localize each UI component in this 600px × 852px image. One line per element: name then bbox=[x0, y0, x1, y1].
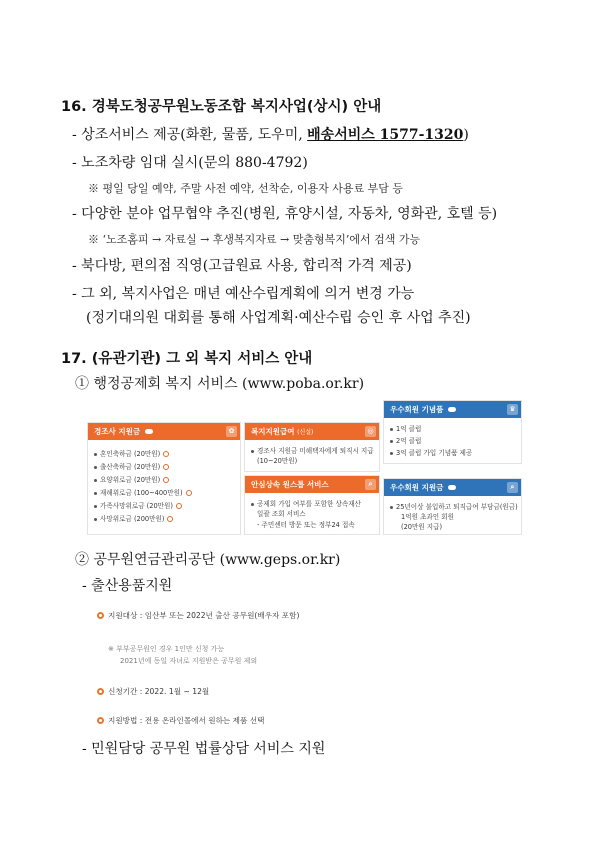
congrats-item bbox=[94, 487, 192, 497]
honor-member-card bbox=[383, 478, 522, 535]
welfare-item-label: 경조사 지원금 미해택자에게 퇴직시 지급 bbox=[257, 447, 374, 455]
sec16-item-vehicle: - 노조차량 임대 실시(문의 880-4792) bbox=[72, 155, 308, 171]
pointer-hand-icon bbox=[167, 516, 173, 522]
poba-services-panel bbox=[85, 398, 522, 533]
pointer-hand-icon bbox=[448, 407, 456, 412]
welfare-card-title: 복지지원급여 bbox=[251, 427, 295, 436]
pointer-hand-icon bbox=[145, 429, 153, 434]
bullet-icon bbox=[251, 503, 254, 506]
trophy-icon: ♛ bbox=[507, 404, 518, 415]
gift-item-label: 1억 클럽 bbox=[396, 425, 422, 433]
pointer-hand-icon bbox=[163, 464, 169, 470]
gift-item-label: 2억 클럽 bbox=[396, 437, 422, 445]
honor-card-header bbox=[384, 479, 521, 496]
congrats-item-label: 사망위로금 (200만원) bbox=[100, 515, 165, 523]
gift-item bbox=[390, 447, 472, 457]
gift-card-header bbox=[384, 401, 521, 418]
congrats-item-label: 재해위로금 (100~400만원) bbox=[100, 489, 183, 497]
inheritance-item: 일괄 조회 서비스 bbox=[257, 510, 306, 518]
sec16-note-vehicle: ※ 평일 당일 예약, 주말 사전 예약, 선착순, 이용자 사용료 부담 등 bbox=[88, 182, 403, 195]
sec16-item-cafe: - 북다방, 편의점 직영(고급원료 사용, 합리적 가격 제공) bbox=[72, 258, 412, 274]
bullet-icon bbox=[94, 492, 97, 495]
delivery-service-phone: 배송서비스 1577-1320 bbox=[307, 127, 464, 143]
bullet-icon bbox=[94, 518, 97, 521]
bullet-icon bbox=[251, 450, 254, 453]
search-icon: ⌕ bbox=[365, 479, 376, 490]
congrats-item bbox=[94, 448, 169, 458]
gift-card bbox=[383, 400, 522, 464]
pointer-hand-icon bbox=[176, 503, 182, 509]
welfare-item: (10~20만원) bbox=[257, 457, 298, 465]
inheritance-item-label: 공제회 가입 여부를 포함한 상속재산 bbox=[257, 500, 361, 508]
bullet-icon bbox=[94, 505, 97, 508]
inheritance-item: - 주민센터 방문 또는 정부24 접속 bbox=[257, 521, 355, 529]
bullet-icon bbox=[390, 452, 393, 455]
geps-childbirth-panel bbox=[90, 597, 520, 727]
coin-icon: ◎ bbox=[365, 426, 376, 437]
search-icon: ⌕ bbox=[507, 482, 518, 493]
geps-period bbox=[97, 686, 209, 697]
circle-bullet-icon bbox=[97, 717, 104, 724]
pointer-hand-icon bbox=[448, 485, 456, 490]
congrats-item bbox=[94, 500, 182, 510]
congrats-item bbox=[94, 461, 169, 471]
pointer-hand-icon bbox=[186, 490, 192, 496]
congrats-item-label: 요양위로금 (20만원) bbox=[100, 476, 161, 484]
gift-card-title: 우수회원 기념품 bbox=[390, 405, 444, 414]
pointer-hand-icon bbox=[163, 477, 169, 483]
congrats-item bbox=[94, 513, 173, 523]
congrats-card bbox=[87, 422, 241, 535]
inheritance-card bbox=[244, 475, 380, 535]
circle-bullet-icon bbox=[97, 688, 104, 695]
sec16-item-funeral-tail: ) bbox=[463, 127, 469, 143]
geps-target bbox=[97, 610, 299, 621]
congrats-item-label: 출산축하금 (20만원) bbox=[100, 463, 161, 471]
geps-target-label: 지원대상 : 임산부 또는 2022년 출산 공무원(배우자 포함) bbox=[108, 611, 300, 620]
honor-item bbox=[390, 501, 518, 511]
circle-bullet-icon bbox=[97, 612, 104, 619]
congrats-card-header bbox=[88, 423, 240, 440]
childbirth-supplies-item: - 출산용품지원 bbox=[82, 578, 173, 594]
congrats-item bbox=[94, 474, 169, 484]
honor-item: 1억원 초과인 회원 bbox=[401, 513, 454, 521]
sec16-item-funeral bbox=[72, 124, 469, 144]
welfare-card-header bbox=[245, 423, 379, 440]
gift-item bbox=[390, 423, 421, 433]
inheritance-item bbox=[251, 498, 361, 508]
welfare-card-note: (신설) bbox=[297, 429, 314, 436]
legal-consult-item: - 민원담당 공무원 법률상담 서비스 지원 bbox=[82, 741, 326, 757]
congrats-card-title: 경조사 지원금 bbox=[94, 427, 141, 436]
geps-method-label: 지원방법 : 전용 온라인몰에서 원하는 제품 선택 bbox=[108, 716, 265, 725]
bullet-icon bbox=[390, 440, 393, 443]
sec16-item-other: - 그 외, 복지사업은 매년 예산수립계획에 의거 변경 가능 bbox=[72, 286, 415, 302]
geps-note-2: 2021년에 동일 자녀로 지원받은 공무원 제외 bbox=[120, 657, 258, 665]
section-16-heading: 16. 경북도청공무원노동조합 복지사업(상시) 안내 bbox=[61, 99, 382, 115]
poba-subheading: ① 행정공제회 복지 서비스 (www.poba.or.kr) bbox=[75, 376, 365, 392]
welfare-benefit-card bbox=[244, 422, 380, 472]
honor-item: (20만원 지급) bbox=[401, 523, 443, 531]
bullet-icon bbox=[390, 428, 393, 431]
section-17-heading: 17. (유관기관) 그 외 복지 서비스 안내 bbox=[61, 351, 313, 367]
bullet-icon bbox=[94, 479, 97, 482]
bullet-icon bbox=[94, 466, 97, 469]
sec16-item-funeral-text: - 상조서비스 제공(화환, 물품, 도우미, bbox=[72, 127, 308, 143]
honor-card-title: 우수회원 지원금 bbox=[390, 483, 444, 492]
bullet-icon bbox=[94, 453, 97, 456]
sec16-item-other-cont: (정기대의원 대회를 통해 사업계획·예산수립 승인 후 사업 추진) bbox=[86, 310, 471, 326]
bullet-icon bbox=[390, 506, 393, 509]
welfare-item bbox=[251, 445, 374, 455]
congrats-item-label: 가족사망위로금 (20만원) bbox=[100, 502, 173, 510]
inheritance-card-header bbox=[245, 476, 379, 493]
geps-method bbox=[97, 715, 264, 726]
honor-item-label: 25년이상 불입하고 퇴직급여 부담금(원금) bbox=[396, 503, 518, 511]
geps-note-1: ※ 부부공무원인 경우 1인만 신청 가능 bbox=[108, 645, 225, 653]
gift-item bbox=[390, 435, 421, 445]
congrats-item-label: 혼인축하금 (20만원) bbox=[100, 450, 161, 458]
gift-item-label: 3억 클럽 가입 기념품 제공 bbox=[396, 449, 473, 457]
sec16-item-agreements: - 다양한 분야 업무협약 추진(병원, 휴양시설, 자동차, 영화관, 호텔 등) bbox=[72, 206, 498, 222]
sec16-note-agreements: ※ ‘노조홈피 → 자료실 → 후생복지자료 → 맞춤형복지’에서 검색 가능 bbox=[88, 233, 421, 246]
geps-period-label: 신청기간 : 2022. 1월 ~ 12월 bbox=[108, 687, 210, 696]
inheritance-card-title: 안심상속 원스톱 서비스 bbox=[251, 480, 329, 489]
geps-subheading: ② 공무원연금관리공단 (www.geps.or.kr) bbox=[75, 552, 341, 568]
pointer-hand-icon bbox=[163, 451, 169, 457]
gift-icon: ✿ bbox=[226, 426, 237, 437]
